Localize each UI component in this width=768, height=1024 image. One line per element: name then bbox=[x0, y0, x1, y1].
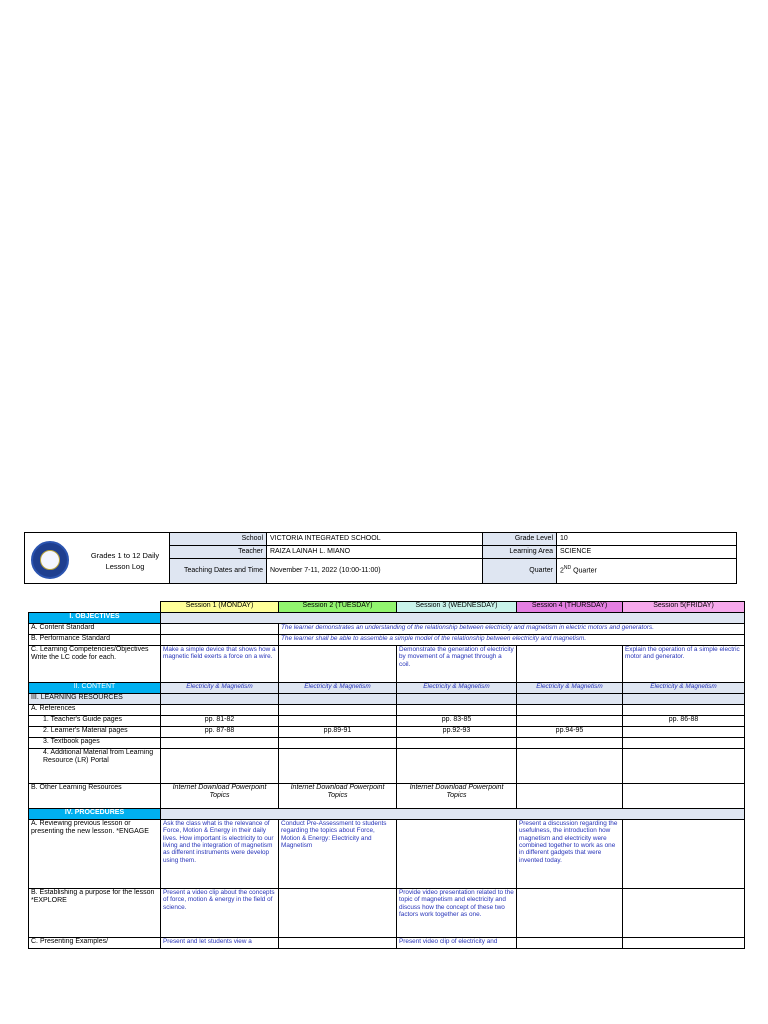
content-standard-label: A. Content Standard bbox=[29, 624, 161, 635]
grade-value: 10 bbox=[557, 533, 737, 546]
procedure-a-thursday: Present a discussion regarding the usefulness, the introduction how magnetism and electricity were combined together to work as one in different gadgets that were invented today. bbox=[517, 820, 623, 889]
session-wednesday: Session 3 (WEDNESDAY) bbox=[397, 602, 517, 613]
content-thursday: Electricity & Magnetism bbox=[517, 683, 623, 694]
tg-friday: pp. 86-88 bbox=[623, 716, 745, 727]
procedure-c-label: C. Presenting Examples/ bbox=[29, 938, 161, 949]
procedure-a-monday: Ask the class what is the relevance of Force, Motion & Energy in their daily lives. How important is electricity to our living and the integration of magnetism as different instruments were develop using them. bbox=[161, 820, 279, 889]
other-tuesday: Internet Download Powerpoint Topics bbox=[279, 784, 397, 809]
resources-heading: III. LEARNING RESOURCES bbox=[29, 694, 161, 705]
references-label: A. References bbox=[29, 705, 161, 716]
objectives-heading: I. OBJECTIVES bbox=[29, 613, 161, 624]
teachers-guide-label: 1. Teacher's Guide pages bbox=[29, 716, 161, 727]
area-value: SCIENCE bbox=[557, 546, 737, 559]
competency-monday: Make a simple device that shows how a magnetic field exerts a force on a wire. bbox=[161, 646, 279, 683]
procedure-c-monday: Present and let students view a bbox=[161, 938, 279, 949]
other-monday: Internet Download Powerpoint Topics bbox=[161, 784, 279, 809]
lesson-log-table bbox=[28, 601, 744, 949]
procedure-a-label: A. Reviewing previous lesson or presenting the new lesson. *ENGAGE bbox=[29, 820, 161, 889]
dates-label: Teaching Dates and Time bbox=[170, 559, 267, 584]
content-tuesday: Electricity & Magnetism bbox=[279, 683, 397, 694]
school-label: School bbox=[170, 533, 267, 546]
procedure-c-wednesday: Present video clip of electricity and bbox=[397, 938, 517, 949]
teacher-value: RAIZA LAINAH L. MIANO bbox=[267, 546, 483, 559]
deped-seal-icon bbox=[31, 541, 69, 579]
dll-title: Grades 1 to 12 Daily Lesson Log bbox=[90, 551, 160, 571]
tg-monday: pp. 81-82 bbox=[161, 716, 279, 727]
lm-tuesday: pp.89-91 bbox=[279, 727, 397, 738]
school-value: VICTORIA INTEGRATED SCHOOL bbox=[267, 533, 483, 546]
session-thursday: Session 4 (THURSDAY) bbox=[517, 602, 623, 613]
lm-wednesday: pp.92-93 bbox=[397, 727, 517, 738]
quarter-value: 2ND Quarter bbox=[557, 559, 737, 584]
competency-friday: Explain the operation of a simple electric motor and generator. bbox=[623, 646, 745, 683]
session-tuesday: Session 2 (TUESDAY) bbox=[279, 602, 397, 613]
teacher-label: Teacher bbox=[170, 546, 267, 559]
session-monday: Session 1 (MONDAY) bbox=[161, 602, 279, 613]
procedure-b-wednesday: Provide video presentation related to the topic of magnetism and electricity and discuss how the concept of these two factors work together as one. bbox=[397, 889, 517, 938]
content-wednesday: Electricity & Magnetism bbox=[397, 683, 517, 694]
textbook-label: 3. Textbook pages bbox=[29, 738, 161, 749]
content-standard-text: The learner demonstrates an understanding of the relationship between electricity and magnetism in electric motors and generators. bbox=[279, 624, 745, 635]
header-block bbox=[24, 532, 736, 584]
logo-cell bbox=[25, 533, 170, 584]
other-resources-label: B. Other Learning Resources bbox=[29, 784, 161, 809]
procedure-b-label: B. Establishing a purpose for the lesson *EXPLORE bbox=[29, 889, 161, 938]
lm-thursday: pp.94-95 bbox=[517, 727, 623, 738]
lm-monday: pp. 87-88 bbox=[161, 727, 279, 738]
learners-material-label: 2. Learner's Material pages bbox=[29, 727, 161, 738]
other-wednesday: Internet Download Powerpoint Topics bbox=[397, 784, 517, 809]
procedure-a-tuesday: Conduct Pre-Assessment to students regarding the topics about Force, Motion & Energy: Electricity and Magnetism bbox=[279, 820, 397, 889]
performance-standard-label: B. Performance Standard bbox=[29, 635, 161, 646]
area-label: Learning Area bbox=[483, 546, 557, 559]
performance-standard-text: The learner shall be able to assemble a simple model of the relationship between electricity and magnetism. bbox=[279, 635, 745, 646]
session-friday: Session 5(FRIDAY) bbox=[623, 602, 745, 613]
content-heading: II. CONTENT bbox=[29, 683, 161, 694]
additional-material-label: 4. Additional Material from Learning Resource (LR) Portal bbox=[29, 749, 161, 784]
competencies-label: C. Learning Competencies/Objectives Write the LC code for each. bbox=[29, 646, 161, 683]
dates-value: November 7-11, 2022 (10:00-11:00) bbox=[267, 559, 483, 584]
procedure-b-monday: Present a video clip about the concepts of force, motion & energy in the field of science. bbox=[161, 889, 279, 938]
tg-wednesday: pp. 83-85 bbox=[397, 716, 517, 727]
grade-label: Grade Level bbox=[483, 533, 557, 546]
content-monday: Electricity & Magnetism bbox=[161, 683, 279, 694]
content-friday: Electricity & Magnetism bbox=[623, 683, 745, 694]
session-header-row bbox=[29, 602, 745, 613]
procedures-heading: IV. PROCEDURES bbox=[29, 809, 161, 820]
quarter-label: Quarter bbox=[483, 559, 557, 584]
competency-wednesday: Demonstrate the generation of electricity by movement of a magnet through a coil. bbox=[397, 646, 517, 683]
